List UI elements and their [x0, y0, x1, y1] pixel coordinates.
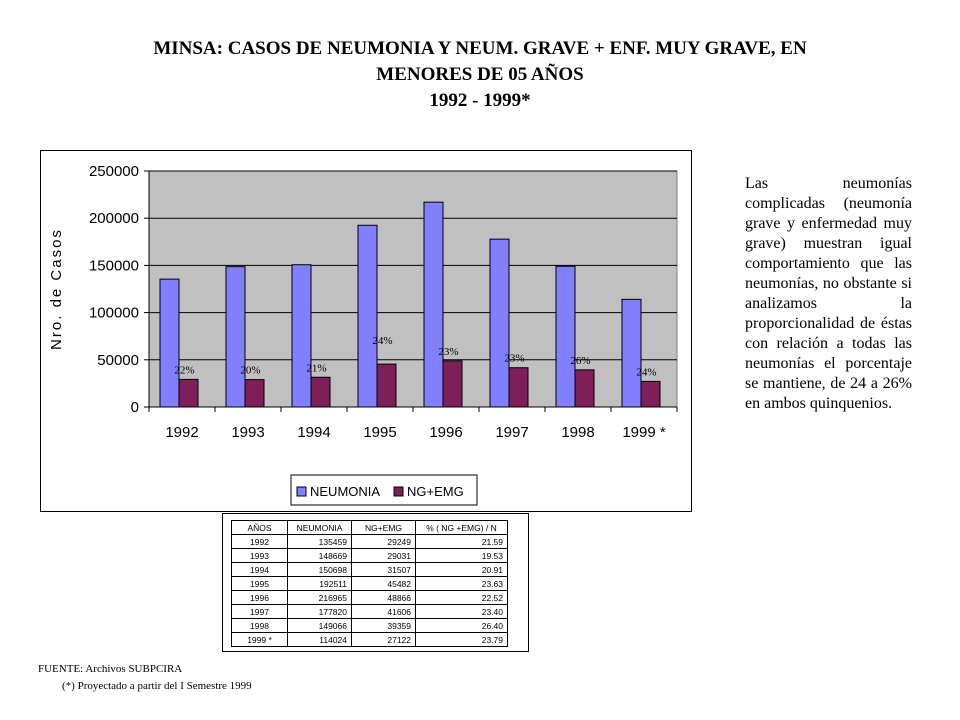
table-cell: 48866: [352, 591, 416, 605]
y-tick-label: 200000: [88, 210, 139, 228]
table-row: [232, 577, 508, 591]
bar-neumonia: [226, 267, 245, 407]
page-title: [60, 36, 900, 114]
table-cell: 148669: [288, 549, 352, 563]
table-cell: 149066: [288, 619, 352, 633]
table-cell: 216965: [288, 591, 352, 605]
table-cell: 29249: [352, 535, 416, 549]
bar-ng-emg: [377, 364, 396, 407]
data-label: 26%: [570, 354, 591, 367]
table-cell: 22.52: [416, 591, 508, 605]
title-line-2: MENORES DE 05 AÑOS: [376, 64, 584, 85]
data-label: 22%: [174, 364, 195, 377]
x-tick-label: 1995: [363, 424, 397, 441]
table-cell: 192511: [288, 577, 352, 591]
table-row: [232, 605, 508, 619]
table-cell: 114024: [288, 633, 352, 647]
source-note: FUENTE: Archivos SUBPCIRA: [38, 663, 183, 675]
projection-note: (*) Proyectado a partir del I Semestre 1999: [62, 680, 252, 692]
table-row: [232, 549, 508, 563]
table-header-cell: AÑOS: [232, 521, 288, 535]
bar-chart: [41, 151, 691, 511]
table-cell: 1998: [232, 619, 288, 633]
x-tick-label: 1994: [297, 424, 331, 441]
y-tick-label: 150000: [88, 257, 139, 275]
table-cell: 26.40: [416, 619, 508, 633]
bar-neumonia: [160, 279, 179, 407]
table-cell: 41606: [352, 605, 416, 619]
table-cell: 1992: [232, 535, 288, 549]
bar-ng-emg: [179, 379, 198, 407]
table-cell: 1997: [232, 605, 288, 619]
table-header-cell: % ( NG +EMG) / N: [416, 521, 508, 535]
x-tick-label: 1992: [165, 424, 199, 441]
table-cell: 150698: [288, 563, 352, 577]
data-label: 24%: [372, 335, 393, 348]
commentary-text: Las neumonías complicadas (neumonía grave y enfermedad muy grave) muestran igual comportamiento que las neumonías, no obstante si analizamos la proporcionalidad de éstas con relación a todas las neumonías el porcentaje se mantiene, de 24 a 26% en ambos quinquenios.: [745, 175, 912, 412]
data-table: [231, 520, 508, 647]
bar-neumonia: [358, 225, 377, 407]
bar-neumonia: [622, 299, 641, 407]
bar-ng-emg: [443, 361, 462, 407]
bar-ng-emg: [641, 381, 660, 407]
x-tick-label: 1997: [495, 424, 529, 441]
bar-neumonia: [556, 266, 575, 407]
table-cell: 21.59: [416, 535, 508, 549]
table-cell: 19.53: [416, 549, 508, 563]
table-cell: 177820: [288, 605, 352, 619]
table-row: [232, 563, 508, 577]
bar-neumonia: [292, 265, 311, 407]
table-cell: 1993: [232, 549, 288, 563]
table-cell: 29031: [352, 549, 416, 563]
x-tick-label: 1998: [561, 424, 595, 441]
table-row: [232, 619, 508, 633]
title-line-3: 1992 - 1999*: [429, 90, 531, 111]
table-cell: 1999 *: [232, 633, 288, 647]
table-cell: 31507: [352, 563, 416, 577]
title-line-1: MINSA: CASOS DE NEUMONIA Y NEUM. GRAVE + ENF. MUY GRAVE, EN: [153, 38, 807, 59]
y-tick-label: 100000: [88, 304, 139, 322]
bar-neumonia: [424, 202, 443, 407]
table-cell: 27122: [352, 633, 416, 647]
table-cell: 23.40: [416, 605, 508, 619]
data-label: 20%: [240, 364, 261, 377]
legend-swatch-ng-emg: [394, 487, 403, 496]
table-header-cell: NG+EMG: [352, 521, 416, 535]
table-cell: 23.63: [416, 577, 508, 591]
bar-neumonia: [490, 239, 509, 407]
bar-ng-emg: [311, 377, 330, 407]
bar-ng-emg: [575, 370, 594, 407]
table-cell: 20.91: [416, 563, 508, 577]
table-header-row: [232, 521, 508, 535]
table-cell: 45482: [352, 577, 416, 591]
legend-swatch-neumonia: [297, 487, 306, 496]
legend-label-neumonia: NEUMONIA: [310, 484, 381, 499]
table-cell: 135459: [288, 535, 352, 549]
table-row: [232, 535, 508, 549]
data-label: 24%: [636, 366, 657, 379]
x-tick-label: 1993: [231, 424, 265, 441]
x-tick-label: 1999 *: [622, 424, 666, 441]
table-cell: 1996: [232, 591, 288, 605]
y-tick-label: 0: [130, 399, 139, 416]
table-cell: 23.79: [416, 633, 508, 647]
x-tick-label: 1996: [429, 424, 463, 441]
legend-label-ng-emg: NG+EMG: [407, 484, 464, 499]
y-tick-label: 50000: [97, 351, 139, 369]
table-cell: 1995: [232, 577, 288, 591]
data-label: 23%: [438, 345, 459, 358]
y-axis-label: Nro. de Casos: [48, 228, 65, 350]
chart-frame: [40, 150, 692, 512]
table-cell: 1994: [232, 563, 288, 577]
bar-ng-emg: [509, 368, 528, 407]
data-label: 21%: [306, 362, 327, 375]
table-cell: 39359: [352, 619, 416, 633]
table-row: [232, 633, 508, 647]
bar-ng-emg: [245, 380, 264, 407]
table-header-cell: NEUMONIA: [288, 521, 352, 535]
y-tick-label: 250000: [88, 163, 139, 180]
data-label: 23%: [504, 352, 525, 365]
table-row: [232, 591, 508, 605]
